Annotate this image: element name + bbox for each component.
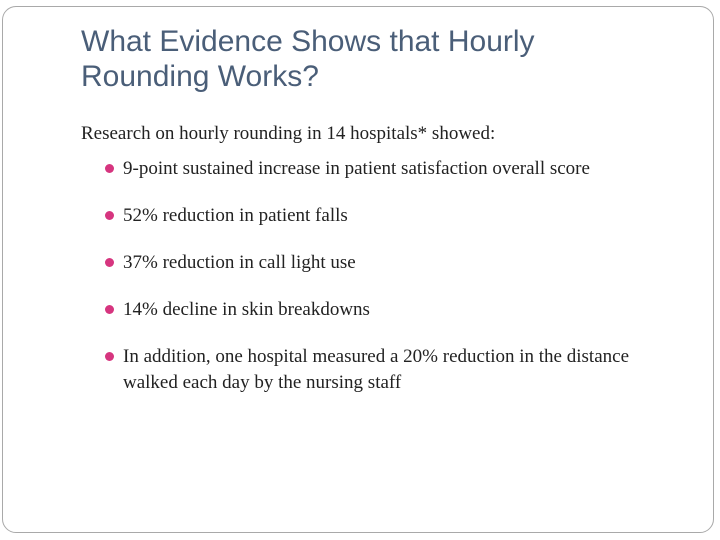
slide-title: What Evidence Shows that Hourly Rounding Works? [81,25,535,93]
bullet-dot-icon [105,258,114,267]
bullet-dot-icon [105,164,114,173]
slide-body [81,121,681,417]
bullet-dot-icon [105,305,114,314]
bullet-item [105,250,681,276]
bullet-item [105,344,681,396]
bullet-text: 52% reduction in patient falls [123,205,348,226]
bullet-dot-icon [105,211,114,220]
bullet-item [105,297,681,323]
bullet-list [81,156,681,396]
bullet-text: 37% reduction in call light use [123,252,356,273]
bullet-text: 9-point sustained increase in patient satisfaction overall score [123,158,590,179]
bullet-text: In addition, one hospital measured a 20% reduction in the distance walked each day by the nursing staff [123,346,629,393]
lead-text: Research on hourly rounding in 14 hospitals* showed: [81,123,496,144]
bullet-dot-icon [105,352,114,361]
bullet-item [105,203,681,229]
bullet-item [105,156,681,182]
bullet-text: 14% decline in skin breakdowns [123,299,370,320]
